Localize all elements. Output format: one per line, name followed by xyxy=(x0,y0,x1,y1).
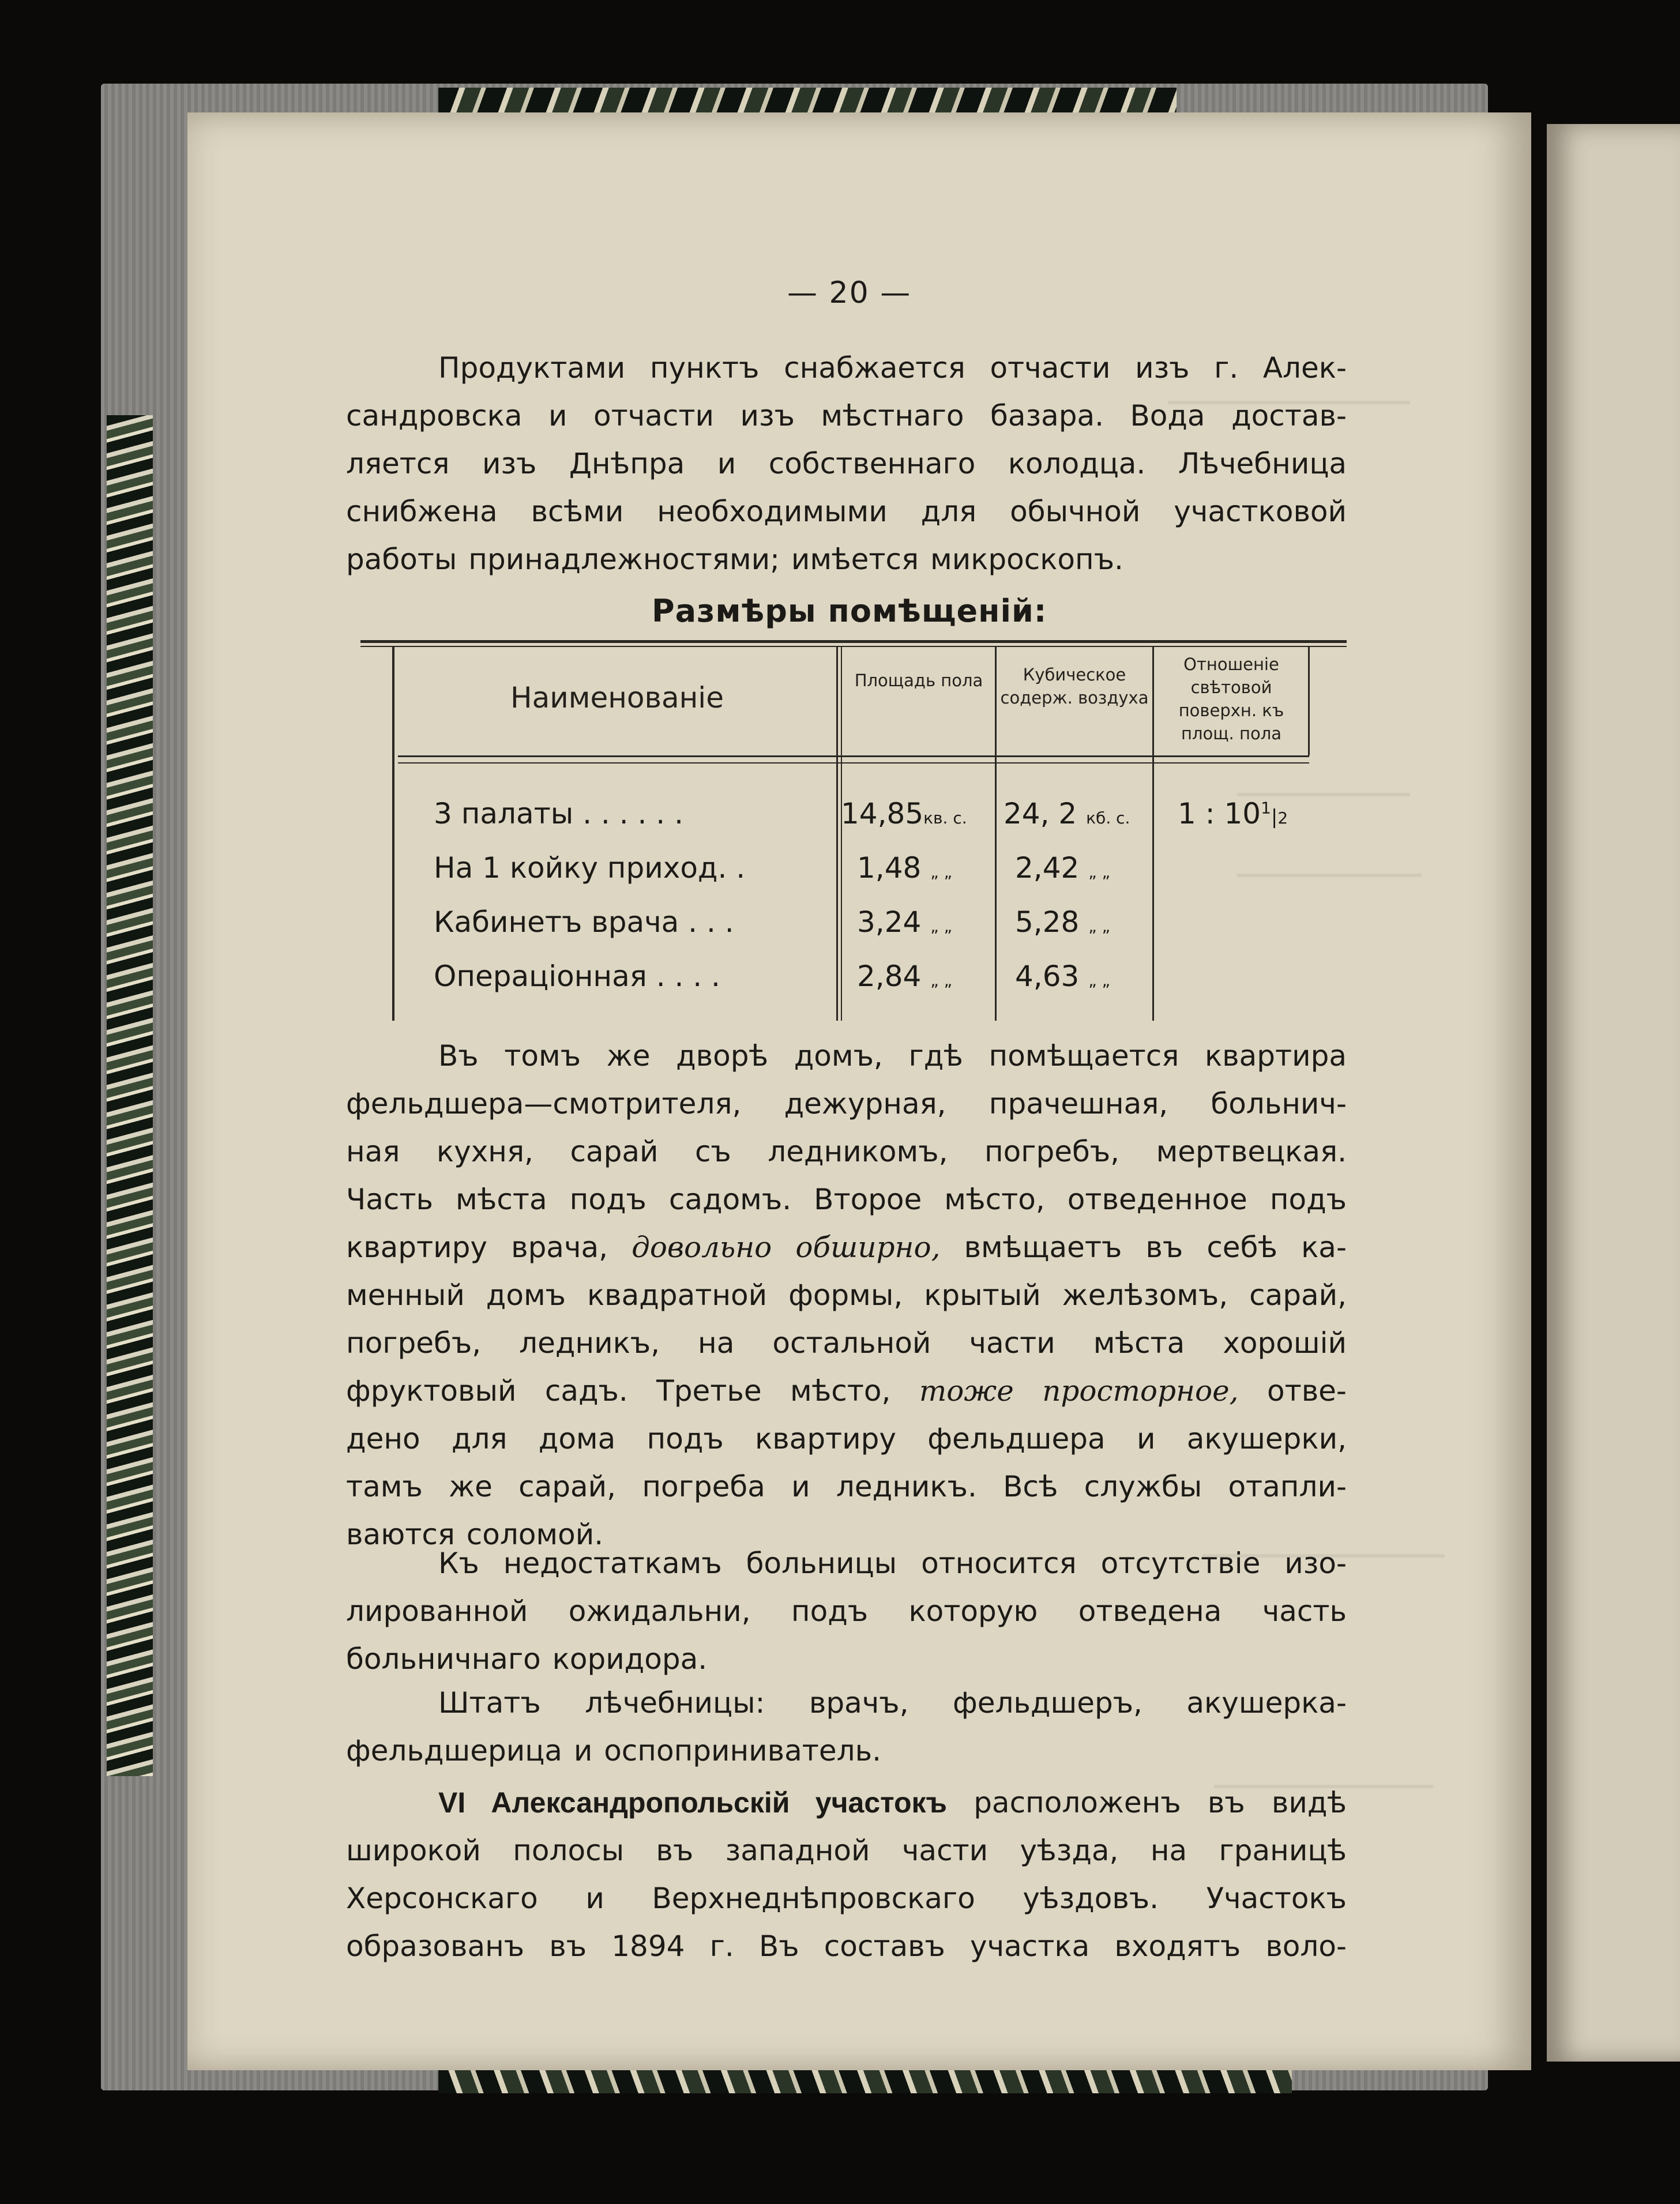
header-area: Площадь пола xyxy=(854,671,983,690)
text-line: образованъ въ 1894 г. Въ составъ участка входятъ воло- xyxy=(346,1930,1347,1963)
header-rule-thin xyxy=(398,762,1309,763)
table-top-rule-thin xyxy=(360,646,1347,647)
text-line: Штатъ лѣчебницы: врачъ, фельдшеръ, акушерка- xyxy=(438,1686,1347,1720)
marbled-edge-left xyxy=(107,415,153,1776)
row-area: 2,84 „ „ xyxy=(857,960,953,993)
page-number: — 20 — xyxy=(787,276,912,310)
paragraph-staff xyxy=(346,1679,1347,1775)
text-line: широкой полосы въ западной части уѣзда, на границѣ xyxy=(346,1834,1347,1867)
text-line: фруктовый садъ. Третье мѣсто, тоже просторное, отве- xyxy=(346,1374,1347,1408)
row-area: 1,48 „ „ xyxy=(857,851,953,885)
row-volume: 2,42 „ „ xyxy=(1015,851,1111,885)
text-line: лированной ожидальни, подъ которую отведена часть xyxy=(346,1594,1347,1628)
text-line: Къ недостаткамъ больницы относится отсутствіе изо- xyxy=(438,1547,1347,1580)
text-line: снибжена всѣми необходимыми для обычной участковой xyxy=(346,495,1347,528)
table-left-rule xyxy=(392,646,394,1021)
text-line: VI Александропольскій участокъ расположенъ въ видѣ xyxy=(438,1786,1347,1819)
paragraph-supplies xyxy=(346,344,1347,584)
text-line: дено для дома подъ квартиру фельдшера и акушерки, xyxy=(346,1422,1347,1455)
section-heading: VI Александропольскій участокъ xyxy=(438,1786,947,1819)
facing-page-edge xyxy=(1547,124,1680,2062)
text-line: фельдшерица и оспоприниватель. xyxy=(346,1734,881,1767)
text-line: больничнаго коридора. xyxy=(346,1642,708,1676)
row-volume: 24, 2 кб. с. xyxy=(1004,797,1130,830)
text-line: тамъ же сарай, погреба и ледникъ. Всѣ службы отапли- xyxy=(346,1470,1347,1503)
column-rule xyxy=(1152,646,1154,1021)
bleed-through xyxy=(1237,874,1422,877)
paragraph-district-vi xyxy=(346,1779,1347,1970)
text-line: ваются соломой. xyxy=(346,1518,604,1551)
table-right-rule xyxy=(1308,646,1310,755)
paragraph-courtyard xyxy=(346,1032,1347,1559)
text-line: Херсонскаго и Верхнеднѣпровскаго уѣздовъ. Участокъ xyxy=(346,1882,1347,1915)
text-line: квартиру врача, довольно обширно, вмѣщаетъ въ себѣ ка- xyxy=(346,1231,1347,1264)
text-line: погребъ, ледникъ, на остальной части мѣста хорошій xyxy=(346,1326,1347,1360)
column-rule xyxy=(841,646,842,1021)
text-line: фельдшера—смотрителя, дежурная, прачешная, больнич- xyxy=(346,1087,1347,1120)
row-name: Операціонная . . . . xyxy=(434,960,720,993)
text-line: сандровска и отчасти изъ мѣстнаго базара. Вода достав- xyxy=(346,399,1347,432)
row-ratio: 1 : $10^1|2$ xyxy=(1178,797,1288,830)
row-name: На 1 койку приход. . xyxy=(434,851,746,885)
row-name: Кабинетъ врача . . . xyxy=(434,905,734,939)
text-line: ляется изъ Днѣпра и собственнаго колодца. Лѣчебница xyxy=(346,447,1347,480)
text-line: Часть мѣста подъ садомъ. Второе мѣсто, отведенное подъ xyxy=(346,1183,1347,1216)
header-rule xyxy=(398,755,1309,757)
header-name: Наименованіе xyxy=(510,681,724,714)
text-line: Продуктами пунктъ снабжается отчасти изъ г. Алек- xyxy=(438,351,1347,385)
row-name: 3 палаты . . . . . . xyxy=(434,797,683,830)
italic-phrase: довольно обширно, xyxy=(632,1231,941,1264)
text-line: менный домъ квадратной формы, крытый желѣзомъ, сарай, xyxy=(346,1278,1347,1312)
header-ratio: Отношеніе свѣтовой поверхн. къ площ. пола xyxy=(1178,655,1284,743)
italic-phrase: тоже просторное, xyxy=(919,1374,1239,1408)
bleed-through xyxy=(1237,793,1410,796)
row-volume: 4,63 „ „ xyxy=(1015,960,1111,993)
column-rule xyxy=(836,646,838,1021)
text-line: Въ томъ же дворѣ домъ, гдѣ помѣщается квартира xyxy=(438,1039,1347,1073)
row-area: 3,24 „ „ xyxy=(857,905,953,939)
text-line: ная кухня, сарай съ ледникомъ, погребъ, мертвецкая. xyxy=(346,1135,1347,1168)
paragraph-shortcomings xyxy=(346,1540,1347,1683)
table-title: Размѣры помѣщеній: xyxy=(652,593,1047,629)
row-volume: 5,28 „ „ xyxy=(1015,905,1111,939)
column-rule xyxy=(995,646,997,1021)
table-top-rule xyxy=(360,640,1347,643)
text-line: работы принадлежностями; имѣется микроскопъ. xyxy=(346,543,1123,576)
row-area: 14,85кв. с. xyxy=(841,797,967,830)
header-volume: Кубическое содерж. воздуха xyxy=(1000,665,1149,708)
